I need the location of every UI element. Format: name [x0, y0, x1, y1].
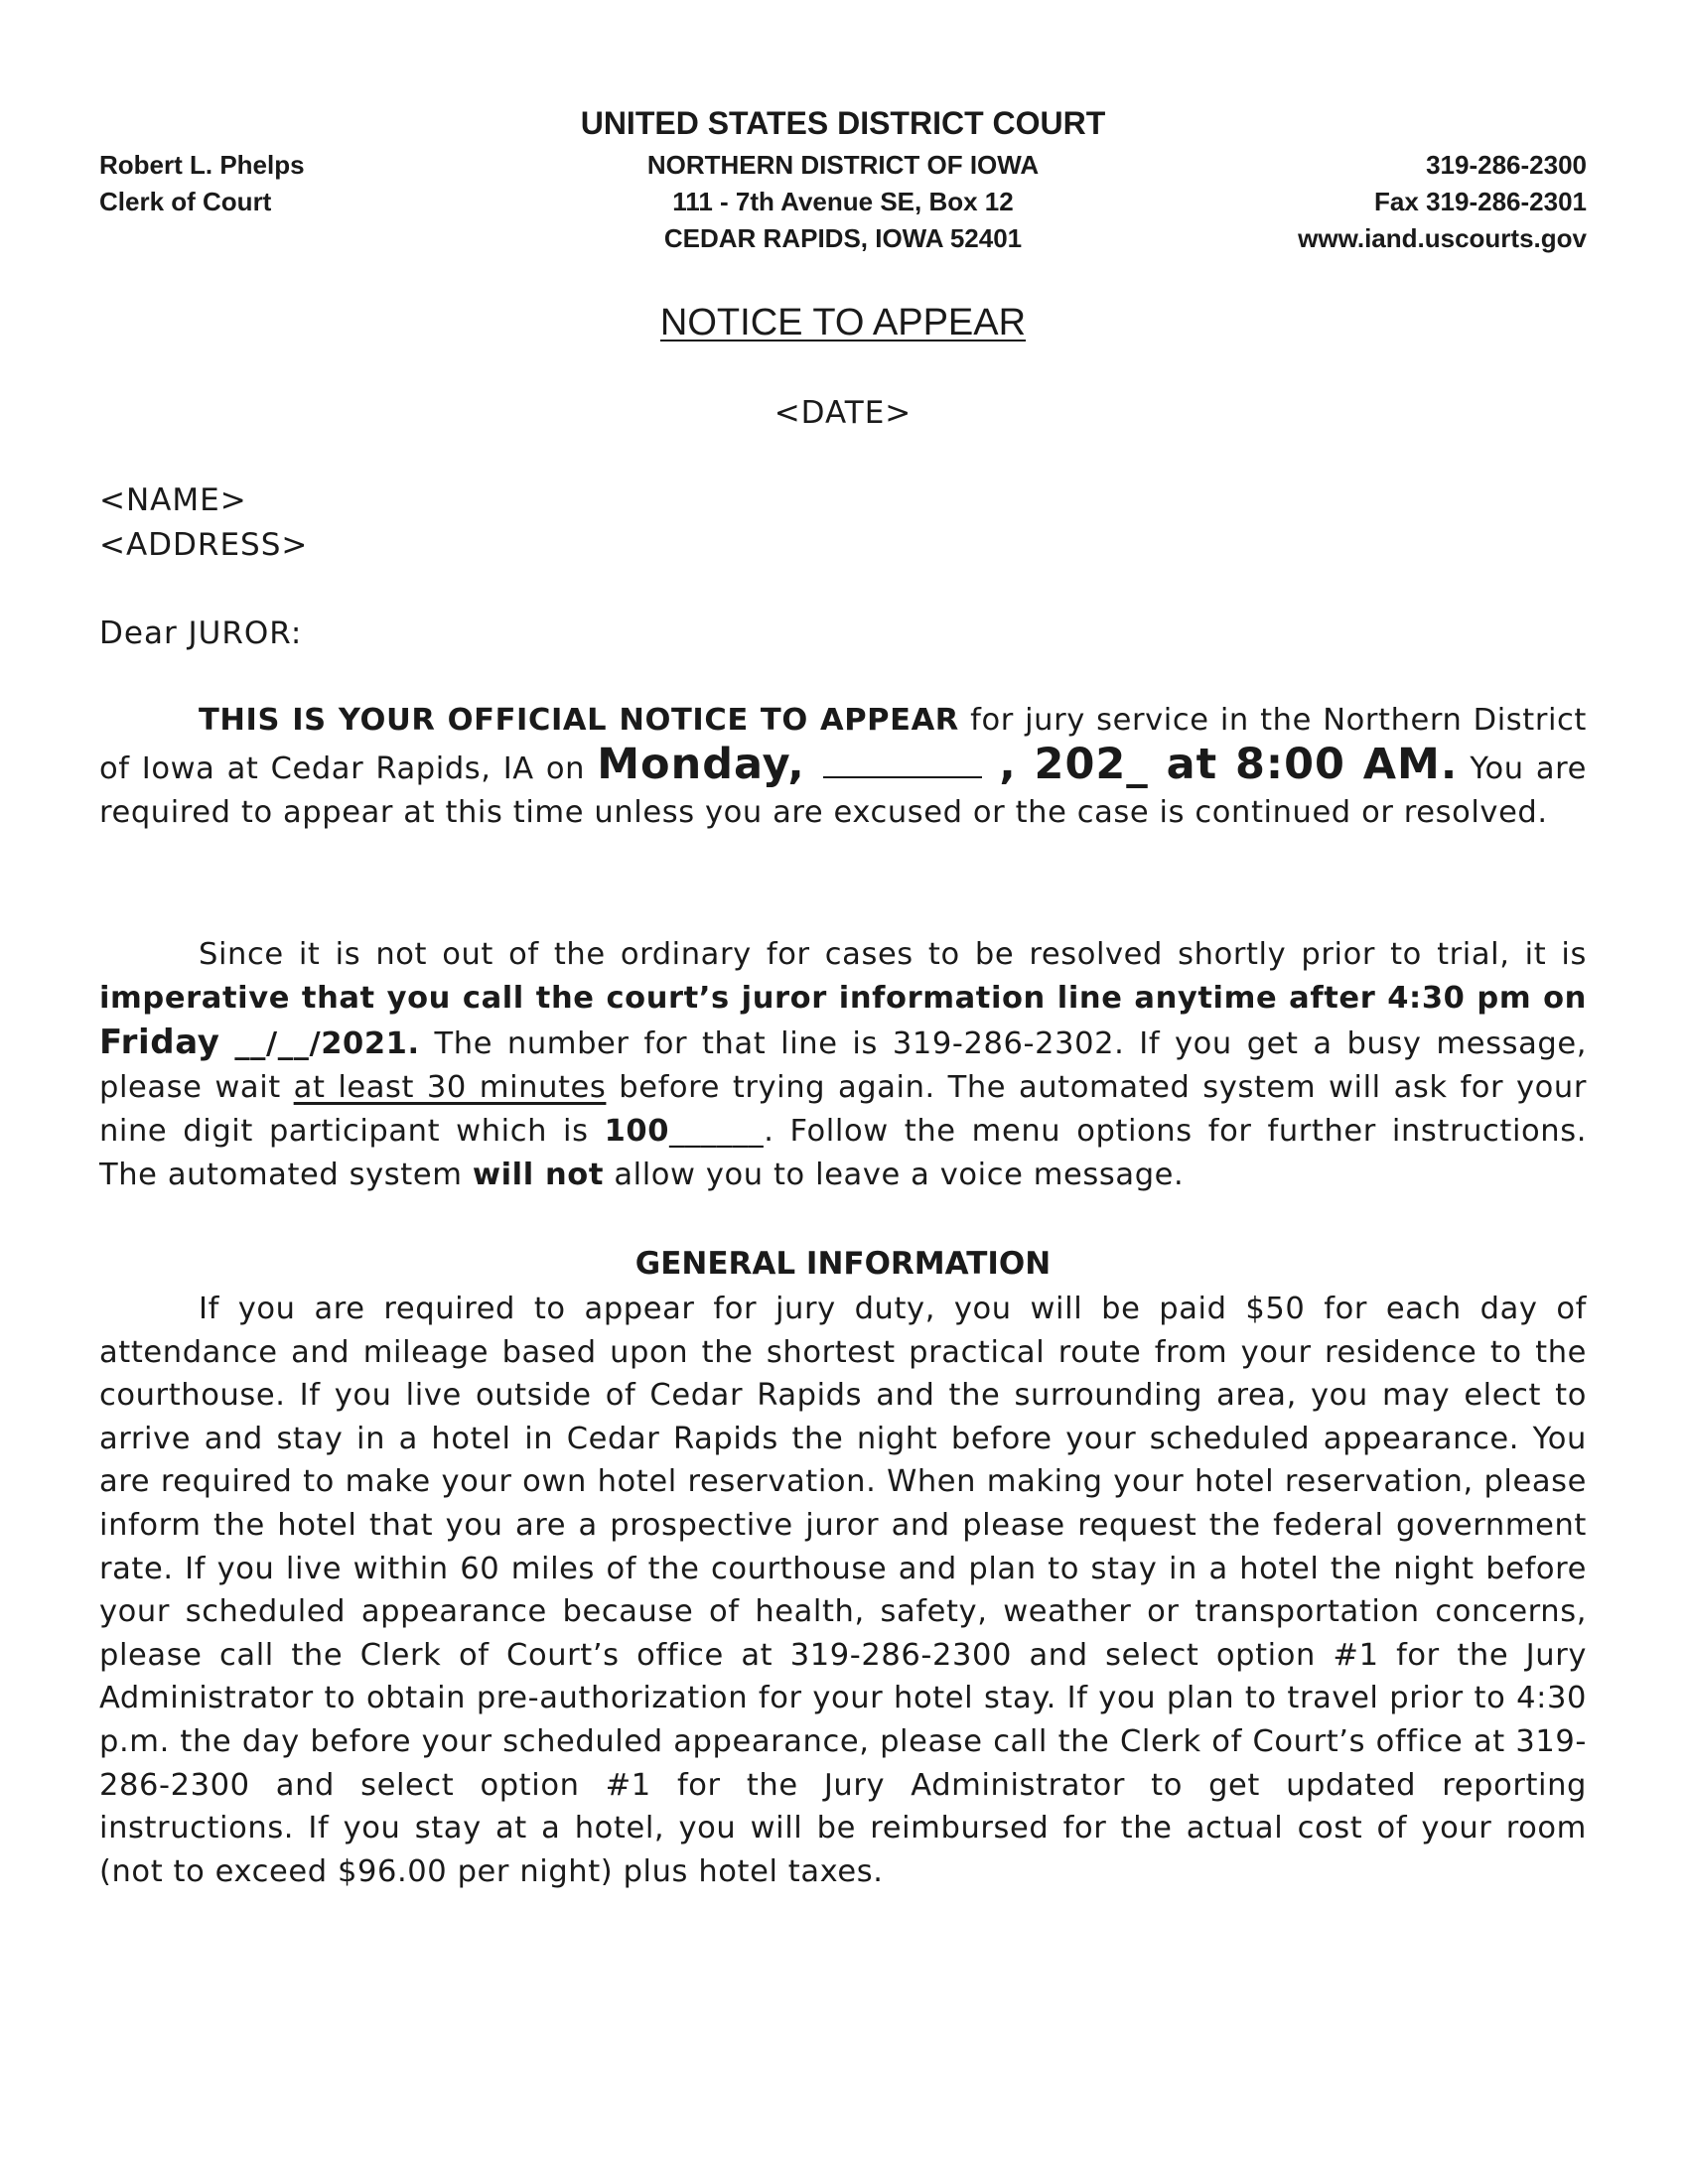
- appearance-date-blank: [823, 747, 982, 778]
- general-information-heading: GENERAL INFORMATION: [634, 1246, 1052, 1282]
- participant-prefix: 100: [604, 1114, 670, 1149]
- appearance-day: Monday,: [597, 740, 805, 789]
- address-placeholder: <ADDRESS>: [99, 527, 309, 563]
- street-address: 111 - 7th Avenue SE, Box 12: [672, 187, 1014, 216]
- notice-title: [99, 300, 1587, 345]
- notice-title-text: NOTICE TO APPEAR: [659, 302, 1027, 343]
- paragraph1-text-a: for jury service in the Northern District of Iowa at Cedar Rapids, IA on: [99, 703, 1587, 786]
- paragraph1-text-b: You are required to appear at this time unless you are excused or the case is continued or resolved.: [99, 751, 1587, 830]
- general-information-paragraph: [99, 1288, 1587, 1893]
- clerk-name: Robert L. Phelps: [99, 150, 305, 180]
- name-placeholder: <NAME>: [99, 482, 247, 518]
- date-placeholder: <DATE>: [774, 395, 913, 431]
- friday-text: Friday: [99, 1023, 220, 1062]
- recipient-block: [99, 478, 308, 568]
- phone-number: 319-286-2300: [1426, 150, 1587, 180]
- paragraph2-text-a: Since it is not out of the ordinary for cases to be resolved shortly prior to trial, it is: [199, 937, 1587, 972]
- paragraph2-text-d: . Follow the menu options for further instructions. The automated system: [99, 1114, 1587, 1192]
- appearance-date-time: , 202_ at 8:00 AM.: [999, 740, 1459, 789]
- wait-duration: at least 30 minutes: [293, 1070, 607, 1105]
- court-name: UNITED STATES DISTRICT COURT: [580, 105, 1106, 141]
- general-information-text: If you are required to appear for jury duty, you will be paid $50 for each day of attendance and mileage based upon the shortest practical route from your residence to the courthouse. If you live outside of Cedar Rapids and the surrounding area, you may elect to arrive and stay in a hotel in Cedar Rapids the night before your scheduled appearance. You are required to make your own hotel reservation. When making your hotel reservation, please inform the hotel that you are a prospective juror and please request the federal government rate. If you live within 60 miles of the courthouse and plan to stay in a hotel the night before your scheduled appearance because of health, safety, weather or transportation concerns, please call the Clerk of Court’s office at 319-286-2300 and select option #1 for the Jury Administrator to obtain pre-authorization for your hotel stay. If you plan to travel prior to 4:30 p.m. the day before your scheduled appearance, please call the Clerk of Court’s office at 319-286-2300 and select option #1 for the Jury Administrator to get updated reporting instructions. If you stay at a hotel, you will be reimbursed for the actual cost of your room (not to exceed $96.00 per night) plus hotel taxes.: [99, 1292, 1587, 1889]
- imperative-call-text: imperative that you call the court’s juror information line anytime after 4:30 pm on: [99, 981, 1587, 1016]
- district-name: NORTHERN DISTRICT OF IOWA: [646, 150, 1040, 180]
- website-link[interactable]: www.iand.uscourts.gov: [1298, 223, 1587, 253]
- participant-blank: ______: [669, 1114, 765, 1149]
- paragraph2-text-b: The number for that line is 319-286-2302. If you get a busy message, please wait: [99, 1026, 1587, 1105]
- salutation: Dear JUROR:: [99, 615, 303, 651]
- clerk-title: Clerk of Court: [99, 187, 272, 216]
- paragraph2-text-c: before trying again. The automated system will ask for your nine digit participant which is: [99, 1070, 1587, 1149]
- call-instructions-paragraph: [99, 933, 1587, 1197]
- will-not-text: will not: [472, 1158, 605, 1192]
- letter-page: [99, 0, 1587, 2184]
- official-notice-lead: THIS IS YOUR OFFICIAL NOTICE TO APPEAR: [199, 703, 959, 738]
- fax-number: Fax 319-286-2301: [1374, 187, 1587, 216]
- paragraph2-text-e: allow you to leave a voice message.: [604, 1158, 1185, 1192]
- city-address: CEDAR RAPIDS, IOWA 52401: [663, 223, 1023, 253]
- call-date: __/__/2021.: [234, 1026, 420, 1061]
- notice-paragraph: [99, 699, 1587, 835]
